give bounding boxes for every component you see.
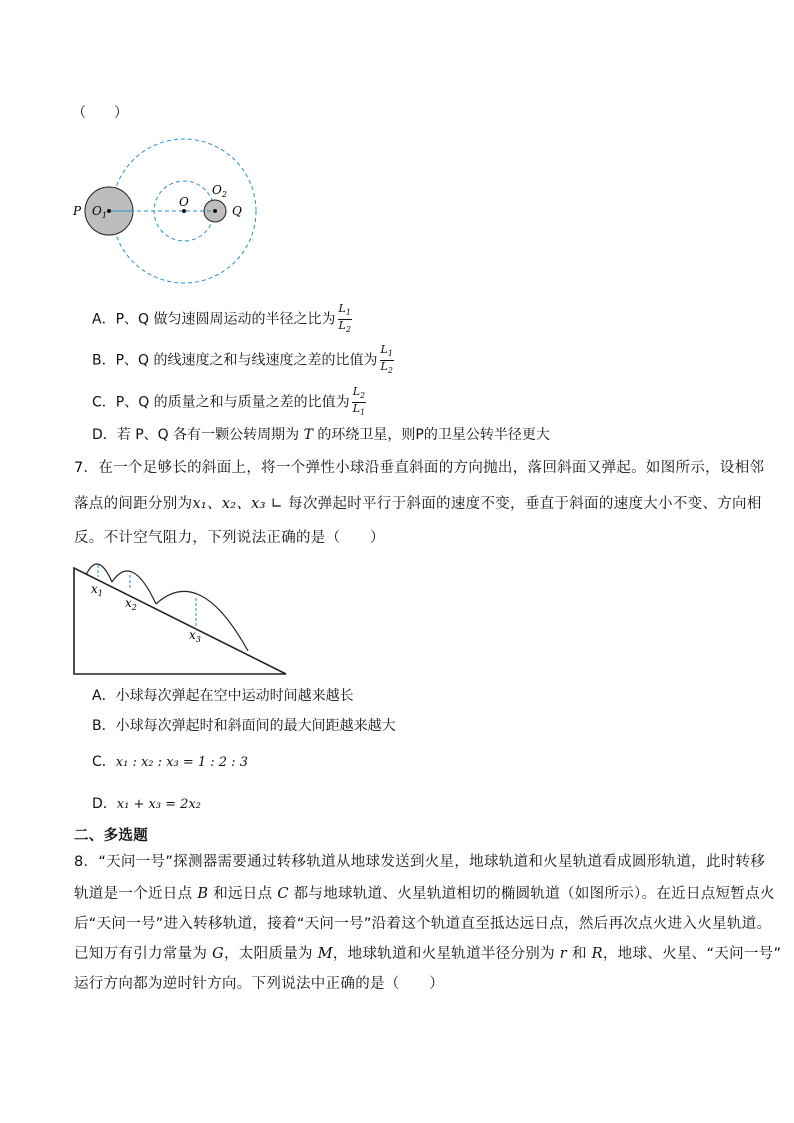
q8-line-1: 8．“天问一号”探测器需要通过转移轨道从地球发送到火星，地球轨道和火星轨道看成圆形轨道，此时转移 bbox=[74, 854, 766, 870]
label-x2: $x_2$ bbox=[125, 596, 137, 612]
q7-line-1: 7．在一个足够长的斜面上，将一个弹性小球沿垂直斜面的方向抛出，落回斜面又弹起。如图所示，设相邻 bbox=[74, 460, 765, 476]
q8-line-4: 已知万有引力常量为 G，太阳质量为 M，地球轨道和火星轨道半径分别为 r 和 R，地球、火星、“天问一号” bbox=[74, 946, 782, 962]
label-p: P bbox=[73, 204, 82, 218]
q6-option-b-fraction: $\frac{L_1}{L_2}$ bbox=[380, 343, 393, 376]
q7-option-c: C．x₁ : x₂ : x₃ = 1 : 2 : 3 bbox=[92, 754, 248, 770]
q6-option-b bbox=[92, 344, 394, 377]
incline-figure bbox=[70, 560, 292, 678]
q8-line-2: 轨道是一个近日点 B 和远日点 C 都与地球轨道、火星轨道相切的椭圆轨道（如图所示）。在近日点短暂点火 bbox=[74, 886, 775, 902]
label-o: O bbox=[179, 195, 189, 209]
question-stem-tail: （ ） bbox=[72, 105, 128, 121]
bounce-arc-2 bbox=[112, 571, 156, 604]
q7-option-a: A．小球每次弹起在空中运动时间越来越长 bbox=[92, 688, 354, 704]
bounce-arc-3 bbox=[156, 591, 248, 651]
q6-option-d: D．若 P、Q 各有一颗公转周期为 T 的环绕卫星，则P的卫星公转半径更大 bbox=[92, 427, 550, 443]
label-x1: $x_1$ bbox=[91, 582, 103, 598]
q6-option-c-text: C．P、Q 的质量之和与质量之差的比值为 bbox=[92, 394, 350, 411]
q7-option-b: B．小球每次弹起时和斜面间的最大间距越来越大 bbox=[92, 718, 396, 734]
q6-option-c-fraction: $\frac{L_2}{L_1}$ bbox=[352, 385, 366, 418]
q7-line-3: 反。不计空气阻力，下列说法正确的是（ ） bbox=[74, 530, 385, 546]
binary-star-figure bbox=[68, 136, 268, 288]
label-o2: $O_2$ bbox=[212, 183, 227, 199]
q7-line-2: 落点的间距分别为x₁、x₂、x₃ ∟ 每次弹起时平行于斜面的速度不变，垂直于斜面的速度大小不变、方向相 bbox=[74, 496, 762, 512]
q6-option-a bbox=[92, 303, 352, 336]
section-heading: 二、多选题 bbox=[74, 828, 148, 844]
center-o1 bbox=[107, 209, 111, 213]
center-o2 bbox=[213, 209, 217, 213]
center-o bbox=[182, 209, 186, 213]
q8-line-5: 运行方向都为逆时针方向。下列说法中正确的是（ ） bbox=[74, 976, 444, 992]
label-q: Q bbox=[232, 204, 242, 218]
incline-triangle bbox=[74, 568, 286, 674]
q8-line-3: 后“天问一号”进入转移轨道，接着“天问一号”沿着这个轨道直至抵达远日点，然后再次点火进入火星轨道。 bbox=[74, 916, 772, 932]
q6-option-a-text: A．P、Q 做匀速圆周运动的半径之比为 bbox=[92, 311, 336, 328]
q6-option-a-fraction: $\frac{L_1}{L_2}$ bbox=[338, 302, 351, 335]
q6-option-b-text: B．P、Q 的线速度之和与线速度之差的比值为 bbox=[92, 352, 378, 369]
label-o1: $O_1$ bbox=[92, 204, 107, 220]
bounce-arc-1 bbox=[86, 564, 112, 582]
q7-option-d: D．x₁ + x₃ = 2x₂ bbox=[92, 796, 201, 812]
q6-option-c bbox=[92, 386, 366, 419]
label-x3: $x_3$ bbox=[189, 628, 201, 644]
